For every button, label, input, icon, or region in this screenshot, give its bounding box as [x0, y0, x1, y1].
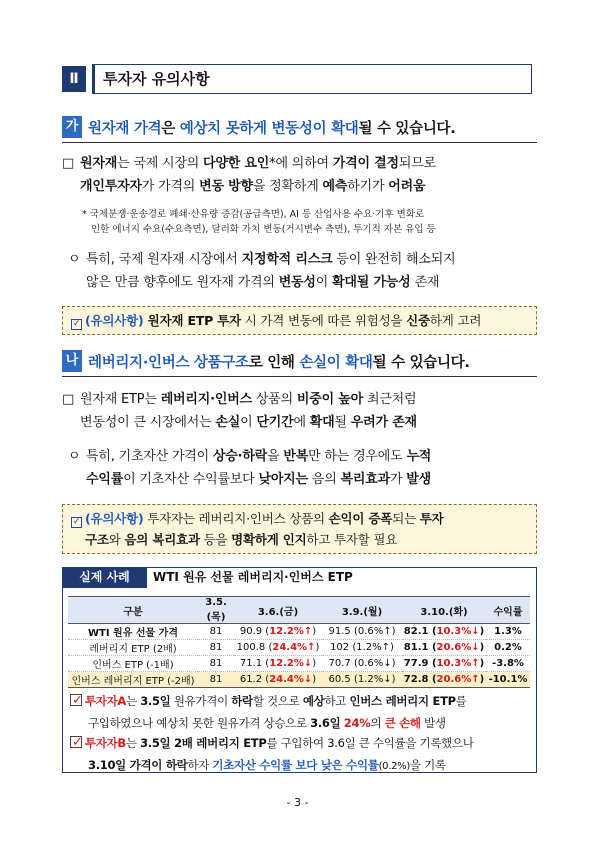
table-row: [68, 672, 530, 688]
example-investor-a: ✓투자자A는 3.5일 원유가격이 하락할 것으로 예상하고 인버스 레버리지 ETP를 구입하였으나 예상치 못한 원유가격 상승으로 3.6일 24%의 큰 손해 발생: [70, 690, 534, 734]
table-header: 3.10.(화): [402, 597, 486, 624]
table-cell: 77.9 (10.3%↑): [402, 656, 486, 672]
table-cell: 72.8 (20.6%↑): [402, 672, 486, 688]
table-header: 3.9.(월): [322, 597, 402, 624]
table-row: [68, 656, 530, 672]
table-cell: 1.3%: [486, 624, 530, 640]
table-cell: 60.5 (1.2%↓): [322, 672, 402, 688]
subheading-text: 레버리지·인버스 상품구조로 인해 손실이 확대될 수 있습니다.: [88, 354, 470, 371]
case-study-label: 실제 사례: [62, 567, 147, 588]
paragraph-compounding: ㅇ 특히, 기초자산 가격이 상승·하락을 반복만 하는 경우에도 누적 수익률이 기초자산 수익률보다 낮아지는 음의 복리효과가 발생: [68, 449, 432, 487]
table-header: 3.6.(금): [234, 597, 322, 624]
subheading-underline: [62, 142, 537, 143]
checkbox-icon: ✓: [72, 517, 81, 527]
check-icon: [70, 736, 82, 748]
section-title: 투자자 유의사항: [92, 64, 532, 94]
paragraph-commodity: □ 원자재는 국제 시장의 다양한 요인*에 의하여 가격이 결정되므로 개인투자자가 가격의 변동 방향을 정확하게 예측하기가 어려움: [62, 156, 436, 194]
table-cell: -3.8%: [486, 656, 530, 672]
table-cell: 82.1 (10.3%↓): [402, 624, 486, 640]
table-header: 수익률: [486, 597, 530, 624]
table-cell: 81: [198, 656, 234, 672]
example-investor-b: ✓투자자B는 3.5일 2배 레버리지 ETP를 구입하여 3.6일 큰 수익률을 기록했으나 3.10일 가격이 하락하자 기초자산 수익률 보다 낮은 수익률(0.2%)을 기록: [70, 732, 534, 778]
paragraph-leverage: □ 원자재 ETP는 레버리지·인버스 상품의 비중이 높아 최근처럼 변동성이 큰 시장에서는 손실이 단기간에 확대될 우려가 존재: [62, 392, 417, 430]
table-cell: 인버스 ETP (-1배): [68, 656, 198, 672]
table-cell: 100.8 (24.4%↑): [234, 640, 322, 656]
table-cell: 81: [198, 640, 234, 656]
table-header: 3.5.(목): [198, 597, 234, 624]
table-cell: WTI 원유 선물 가격: [68, 624, 198, 640]
table-cell: 61.2 (24.4%↓): [234, 672, 322, 688]
subheading-badge: 나: [62, 350, 82, 372]
table-header: 구분: [68, 597, 198, 624]
subheading-badge: 가: [62, 116, 82, 138]
subheading-b: [62, 350, 537, 374]
table-cell: -10.1%: [486, 672, 530, 688]
case-study-title: WTI 원유 선물 레버리지·인버스 ETP: [153, 570, 353, 584]
subheading-a: [62, 116, 537, 140]
page-number: - 3 -: [286, 796, 309, 809]
paragraph-geopolitical: ㅇ 특히, 국제 원자재 시장에서 지정학적 리스크 등이 완전히 해소되지 않은 만큼 향후에도 원자재 가격의 변동성이 확대될 가능성 존재: [68, 252, 456, 290]
footnote: * 국제분쟁·운송경로 폐쇄·산유량 증감(공급측면), AI 등 산업사용 수요·기후 변화로 인한 에너지 수요(수요측면), 달러화 가치 변동(거시변수 측면), 투기적 자본 유입 등: [82, 209, 436, 235]
caution-box-1: ✓ (유의사항) 원자재 ETP 투자 시 가격 변동에 따른 위험성을 신중하게 고려: [62, 306, 537, 335]
checkbox-icon: ✓: [72, 319, 81, 329]
table-cell: 81: [198, 624, 234, 640]
check-icon: [70, 694, 82, 706]
section-number: Ⅱ: [62, 66, 86, 92]
table-cell: 90.9 (12.2%↑): [234, 624, 322, 640]
table-cell: 81.1 (20.6%↓): [402, 640, 486, 656]
caution-box-2: ✓ (유의사항) 투자자는 레버리지·인버스 상품의 손익이 증폭되는 투자 구조와 음의 복리효과 등을 명확하게 인지하고 투자할 필요: [62, 504, 537, 554]
table-row: [68, 640, 530, 656]
table-cell: 레버리지 ETP (2배): [68, 640, 198, 656]
subheading-text: 원자재 가격은 예상치 못하게 변동성이 확대될 수 있습니다.: [88, 120, 456, 137]
table-header-row: [68, 597, 530, 624]
table-cell: 70.7 (0.6%↓): [322, 656, 402, 672]
table-cell: 81: [198, 672, 234, 688]
subheading-underline: [62, 376, 537, 377]
table-cell: 0.2%: [486, 640, 530, 656]
table-cell: 인버스 레버리지 ETP (-2배): [68, 672, 198, 688]
case-table: [68, 596, 530, 688]
table-cell: 91.5 (0.6%↑): [322, 624, 402, 640]
table-cell: 71.1 (12.2%↓): [234, 656, 322, 672]
table-cell: 102 (1.2%↑): [322, 640, 402, 656]
table-row: [68, 624, 530, 640]
